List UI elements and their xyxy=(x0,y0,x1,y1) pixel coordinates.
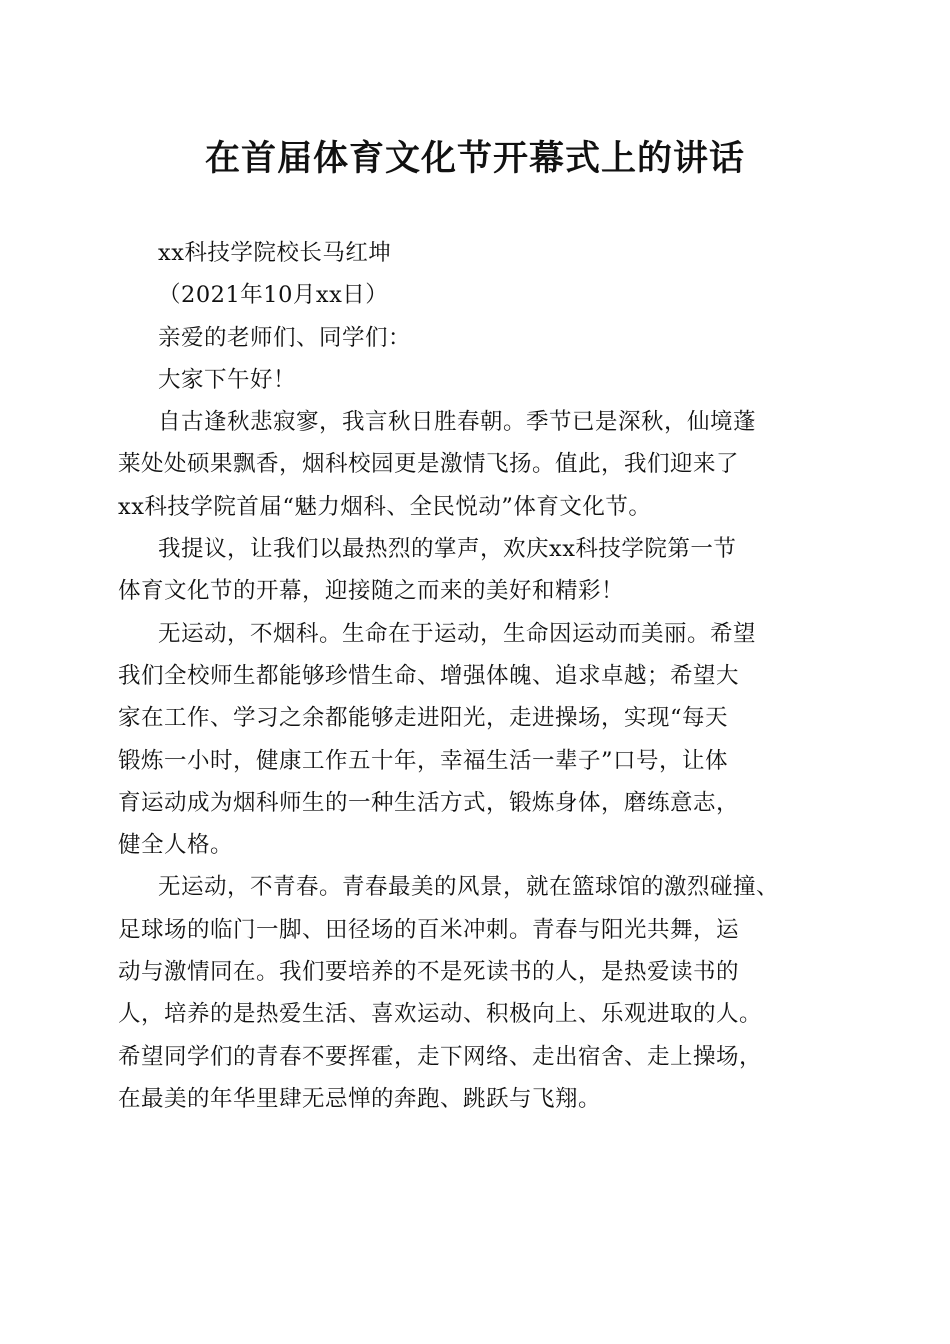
document-title: 在首届体育文化节开幕式上的讲话 xyxy=(204,138,745,179)
document-body xyxy=(118,232,832,1120)
paragraph-line: 无运动，不青春。青春最美的风景，就在篮球馆的激烈碰撞、 xyxy=(158,874,780,901)
paragraph-line: xx科技学院首届“魅力烟科、全民悦动”体育文化节。 xyxy=(118,493,652,520)
paragraph-line: 在最美的年华里肆无忌惮的奔跑、跳跃与飞翔。 xyxy=(118,1085,602,1112)
salutation-line: 亲爱的老师们、同学们： xyxy=(158,324,412,351)
greeting-line: 大家下午好！ xyxy=(158,366,297,393)
paragraph-line: 育运动成为烟科师生的一种生活方式，锻炼身体，磨练意志， xyxy=(118,789,740,816)
paragraph-1 xyxy=(118,401,832,528)
paragraph-line: 动与激情同在。我们要培养的不是死读书的人，是热爱读书的 xyxy=(118,959,740,986)
paragraph-line: 体育文化节的开幕，迎接随之而来的美好和精彩！ xyxy=(118,578,625,605)
paragraph-line: 自古逢秋悲寂寥，我言秋日胜春朝。季节已是深秋，仙境蓬 xyxy=(158,409,757,436)
paragraph-line: 无运动，不烟科。生命在于运动，生命因运动而美丽。希望 xyxy=(158,620,757,647)
date-line: （2021年10月xx日） xyxy=(158,282,389,309)
paragraph-line: 我们全校师生都能够珍惜生命、增强体魄、追求卓越；希望大 xyxy=(118,662,740,689)
paragraph-line: 希望同学们的青春不要挥霍，走下网络、走出宿舍、走上操场， xyxy=(118,1043,763,1070)
paragraph-line: 我提议，让我们以最热烈的掌声，欢庆xx科技学院第一节 xyxy=(158,536,737,563)
paragraph-2 xyxy=(118,528,832,613)
paragraph-line: 健全人格。 xyxy=(118,832,234,859)
paragraph-line: 锻炼一小时，健康工作五十年，幸福生活一辈子”口号，让体 xyxy=(118,747,729,774)
paragraph-line: 足球场的临门一脚、田径场的百米冲刺。青春与阳光共舞，运 xyxy=(118,916,740,943)
paragraph-line: 人，培养的是热爱生活、喜欢运动、积极向上、乐观进取的人。 xyxy=(118,1001,763,1028)
author-line: xx科技学院校长马红坤 xyxy=(158,240,392,266)
paragraph-3 xyxy=(118,613,832,867)
paragraph-line: 家在工作、学习之余都能够走进阳光，走进操场，实现“每天 xyxy=(118,705,729,732)
paragraph-4 xyxy=(118,866,832,1120)
paragraph-line: 莱处处硕果飘香，烟科校园更是激情飞扬。值此，我们迎来了 xyxy=(118,451,740,478)
